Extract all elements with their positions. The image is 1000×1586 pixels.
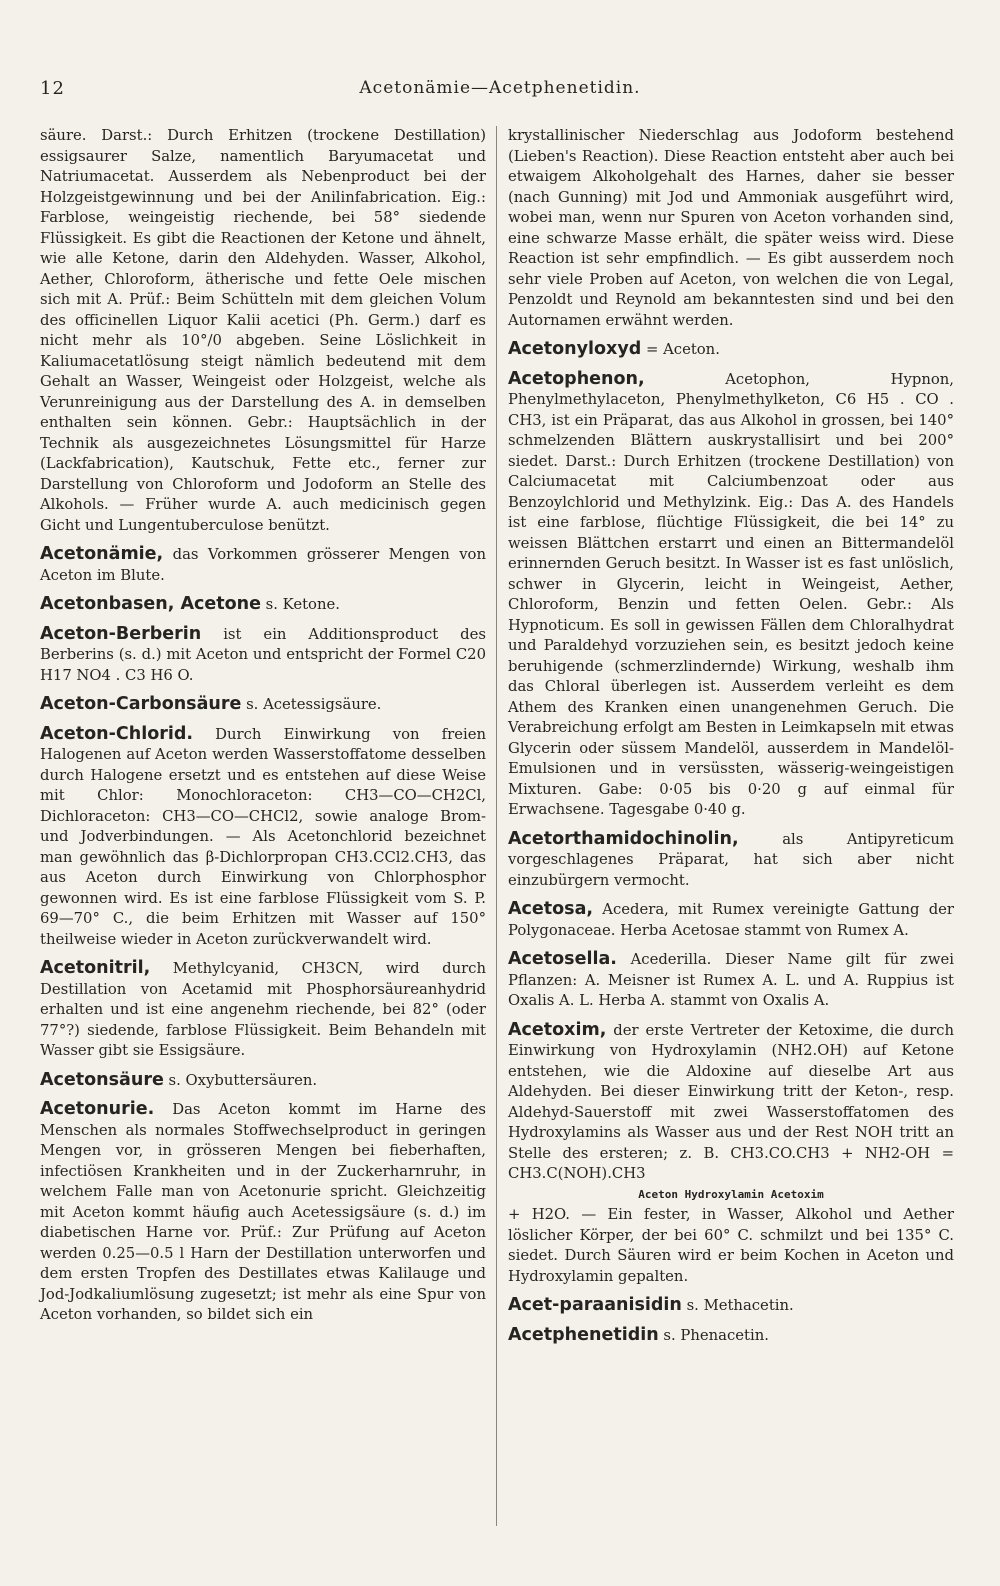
entry-acetosa: Acetosa, Acedera, mit Rumex vereinigte Gattung der Polygonaceae. Herba Acetosae stammt von Rumex A. [508, 899, 954, 939]
page-number: 12 [40, 78, 65, 99]
entry-text: säure. Darst.: Durch Erhitzen (trockene Destillation) essigsaurer Salze, namentlich Baryumacetat und Natriumacetat. Ausserdem als Nebenproduct bei der Holzgeistgewinnung und bei der Anilinfabrication. Eig.: Farblose, weingeistig riechende, bei 58° siedende Flüssigkeit. Es gibt die Reactionen der Ketone und ähnelt, wie alle Ketone, darin den Aldehyden. Wasser, Alkohol, Aether, Chloroform, ätherische und fette Oele mischen sich mit A. Prüf.: Beim Schütteln mit dem gleichen Volum des officinellen Liquor Kalii acetici (Ph. Germ.) darf es nicht mehr als 10°/0 abgeben. Seine Löslichkeit in Kaliumacetatlösung steigt nämlich bedeutend mit dem Gehalt an Wasser, Weingeist oder Holzgeist, welche als Verunreinigung aus der Darstellung des A. in demselben enthalten sein können. Gebr.: Hauptsächlich in der Technik als ausgezeichnetes Lösungsmittel für Harze (Lackfabrication), Kautschuk, Fette etc., ferner zur Darstellung von Chloroform und Jodoform an Stelle des Alkohols. — Früher wurde A. auch medicinisch gegen Gicht und Lungentuberculose benützt. [40, 127, 486, 534]
entry-acetosella: Acetosella. Acederilla. Dieser Name gilt für zwei Pflanzen: A. Meisner ist Rumex A. L. und A. Ruppius ist Oxalis A. L. Herba A. stammt von Oxalis A. [508, 949, 954, 1009]
entry-acetonyloxyd: Acetonyloxyd = Aceton. [508, 339, 720, 359]
entry-acetonitril: Acetonitril, Methylcyanid, CH3CN, wird durch Destillation von Acetamid mit Phosphorsäureanhydrid erhalten und ist eine angenehm riechende, bei 82° (oder 77°?) siedende, farblose Flüssigkeit. Beim Behandeln mit Wasser gibt sie Essigsäure. [40, 958, 486, 1059]
headword: Acet-paraanisidin [508, 1295, 682, 1315]
entry-acetonurie: Acetonurie. Das Aceton kommt im Harne des Menschen als normales Stoffwechselproduct in geringen Mengen vor, in grösseren Mengen bei fieberhaften, infectiösen Krankheiten und in der Zuckerharnruhr, in welchem Falle man von Acetonurie spricht. Gleichzeitig mit Aceton kommt häufig auch Acetessigsäure (s. d.) im diabetischen Harne vor. Prüf.: Zur Prüfung auf Aceton werden 0.25—0.5 l Harn der Destillation unterworfen und dem ersten Tropfen des Destillates etwas Kalilauge und Jod-Jodkaliumlösung zugesetzt; ist mehr als eine Spur von Aceton vorhanden, so bildet sich ein [40, 1099, 486, 1323]
running-title: Acetonämie—Acetphenetidin. [359, 78, 641, 98]
entry-text: krystallinischer Niederschlag aus Jodoform bestehend (Lieben's Reaction). Diese Reaction entsteht aber auch bei etwaigem Alkoholgehalt des Harnes, daher sie besser (nach Gunning) mit Jod und Ammoniak ausgeführt wird, wobei man, wenn nur Spuren von Aceton vorhanden sind, eine schwarze Masse erhält, die später weiss wird. Diese Reaction ist sehr empfindlich. — Es gibt ausserdem noch sehr viele Proben auf Aceton, von welchen die von Legal, Penzoldt und Reynold am bekanntesten sind und bei den Autornamen erwähnt werden. [508, 127, 954, 329]
formula-labels: Aceton Hydroxylamin Acetoxim [638, 1187, 824, 1201]
headword: Acetoxim, [508, 1019, 607, 1040]
entry-aceton-carbonsaeure: Aceton-Carbonsäure s. Acetessigsäure. [40, 694, 382, 714]
entry-aceton-chlorid: Aceton-Chlorid. Durch Einwirkung von freien Halogenen auf Aceton werden Wasserstoffatome desselben durch Halogene ersetzt und es entstehen auf diese Weise mit Chlor: Monochloraceton: CH3—CO—CH2Cl, Dichloraceton: CH3—CO—CHCl2, sowie analoge Brom- und Jodverbindungen. — Als Acetonchlorid bezeichnet man gewöhnlich das β-Dichlorpropan CH3.CCl2.CH3, das aus Aceton durch Einwirkung von Chlorphosphor gewonnen wird. Es ist eine farblose Flüssigkeit vom S. P. 69—70° C., die beim Erhitzen mit Wasser auf 150° theilweise wieder in Aceton zurückverwandelt wird. [40, 723, 486, 948]
headword: Acetonitril, [40, 958, 151, 978]
headword: Acetonbasen, Acetone [40, 594, 261, 614]
entry-acetoxim: Acetoxim, der erste Vertreter der Ketoxime, die durch Einwirkung von Hydroxylamin (NH2.OH) auf Ketone entstehen, wie die Aldoxine auf dieselbe Art aus Aldehyden. Bei dieser Einwirkung tritt der Keton-, resp. Aldehyd-Sauerstoff mit zwei Wasserstoffatomen des Hydroxylamins als Wasser aus und der Rest NOH tritt an Stelle des ersteren; z. B. CH3.CO.CH3 + NH2-OH = CH3.C(NOH).CH3 [508, 1019, 954, 1182]
headword: Aceton-Berberin [40, 623, 202, 644]
entry-acetorthamidochinolin: Acetorthamidochinolin, als Antipyreticum vorgeschlagenes Präparat, hat sich aber nicht einzubürgern vermocht. [508, 828, 954, 889]
entry-acetphenetidin: Acetphenetidin s. Phenacetin. [508, 1324, 769, 1345]
headword: Acetorthamidochinolin, [508, 828, 739, 849]
entry-acetophenon: Acetophenon, Acetophon, Hypnon, Phenylmethylaceton, Phenylmethylketon, C6 H5 . CO . CH3, ist ein Präparat, das aus Alkohol in grossen, bei 140° schmelzenden Blättern auskrystallisirt und bei 200° siedet. Darst.: Durch Erhitzen (trockene Destillation) von Calciumacetat mit Calciumbenzoat oder aus Benzoylchlorid und Methylzink. Eig.: Das A. des Handels ist eine farblose, flüchtige Flüssigkeit, die bei 14° zu weissen Blättchen erstarrt und einen an Bittermandelöl erinnernden Geruch besitzt. In Wasser ist es fast unlöslich, schwer in Glycerin, leicht in Weingeist, Aether, Chloroform, Benzin und fetten Oelen. Gebr.: Als Hypnoticum. Es soll in gewissen Fällen dem Chloralhydrat und Paraldehyd vorzuziehen sein, es besitzt jedoch keine beruhigende (schmerzlindernde) Wirkung, weshalb ihm das Chloral überlegen ist. Ausserdem verleiht es dem Athem des Kranken einen unangenehmen Geruch. Die Verabreichung erfolgt am Besten in Leimkapseln mit etwas Glycerin oder süssem Mandelöl, ausserdem in Mandelöl-Emulsionen und in versüssten, wässerig-weingeistigen Mixturen. Gabe: 0·05 bis 0·20 g auf einmal für Erwachsene. Tagesgabe 0·40 g. [508, 368, 954, 818]
headword: Acetphenetidin [508, 1324, 659, 1345]
headword: Acetophenon, [508, 368, 645, 389]
headword: Acetonsäure [40, 1069, 164, 1090]
entry-acetonaemie: Acetonämie, das Vorkommen grösserer Mengen von Aceton im Blute. [40, 544, 486, 584]
headword: Acetosella. [508, 949, 617, 969]
headword: Acetosa, [508, 899, 594, 919]
headword: Aceton-Chlorid. [40, 723, 194, 744]
right-column [508, 126, 954, 1346]
entry-acetonbasen: Acetonbasen, Acetone s. Ketone. [40, 594, 340, 614]
headword: Acetonyloxyd [508, 339, 642, 359]
entry-text: + H2O. — Ein fester, in Wasser, Alkohol und Aether löslicher Körper, der bei 60° C. schmilzt und bei 135° C. siedet. Durch Säuren wird er beim Kochen in Aceton und Hydroxylamin gepalten. [508, 1206, 954, 1285]
headword: Aceton-Carbonsäure [40, 694, 242, 714]
headword: Acetonämie, [40, 544, 164, 564]
entry-acet-paraanisidin: Acet-paraanisidin s. Methacetin. [508, 1295, 794, 1315]
headword: Acetonurie. [40, 1099, 155, 1119]
left-column [40, 126, 486, 1326]
entry-acetonsaeure: Acetonsäure s. Oxybuttersäuren. [40, 1069, 318, 1090]
column-divider [496, 126, 497, 1526]
entry-aceton-berberin: Aceton-Berberin ist ein Additionsproduct des Berberins (s. d.) mit Aceton und entspricht der Formel C20 H17 NO4 . C3 H6 O. [40, 623, 486, 684]
